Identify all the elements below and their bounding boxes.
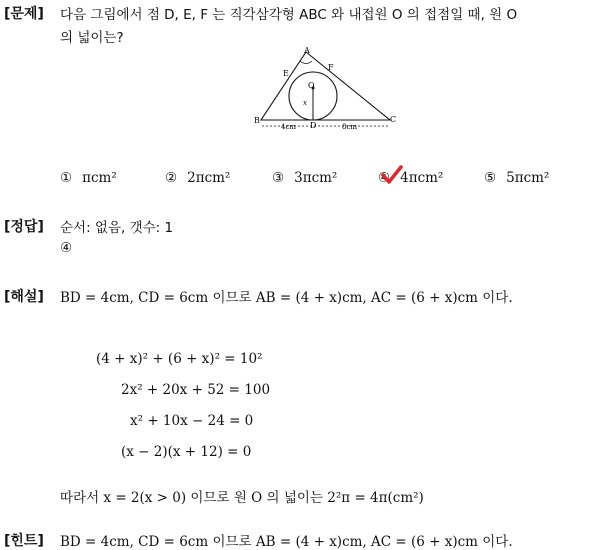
answer-tag: [정답] [4,219,44,235]
label-d: D [310,121,317,130]
question-tag: [문제] [4,6,44,22]
hint-line: BD = 4cm, CD = 6cm 이므로 AB = (4 + x)cm, AC = (6 + x)cm 이다. [60,534,513,550]
answer-line-1: 순서: 없음, 갯수: 1 [60,220,174,236]
angle-a-mark [300,61,312,64]
triangle-abc [261,52,390,120]
option-5-number: ⑤ [484,170,497,186]
option-3[interactable] [272,170,337,186]
checkmark-icon [381,165,403,185]
question-line-1: 다음 그림에서 점 D, E, F 는 직각삼각형 ABC 와 내접원 O 의 접점일 때, 원 O [60,7,518,23]
option-3-number: ③ [272,170,285,186]
label-b: B [254,116,260,125]
equation-2: 2x² + 20x + 52 = 100 [121,382,271,398]
triangle-figure [250,46,410,132]
option-5[interactable] [484,170,549,186]
option-1[interactable] [60,170,117,186]
option-2[interactable] [165,170,230,186]
answer-line-2: ④ [60,240,73,256]
equation-4: (x − 2)(x + 12) = 0 [121,444,252,460]
question-line-2: 의 넓이는? [60,30,124,46]
option-2-text: 2πcm² [187,170,231,186]
label-o: O [308,81,315,90]
equation-3: x² + 10x − 24 = 0 [130,413,254,429]
hint-tag: [힌트] [4,533,44,549]
label-e: E [283,69,289,78]
label-cd-length: 8cm [342,123,358,131]
explanation-tag: [해설] [4,289,44,305]
label-c: C [390,115,397,124]
label-x: x [303,99,307,107]
explanation-line: BD = 4cm, CD = 6cm 이므로 AB = (4 + x)cm, AC = (6 + x)cm 이다. [60,290,513,306]
option-3-text: 3πcm² [294,170,338,186]
equation-1: (4 + x)² + (6 + x)² = 10² [96,351,263,367]
option-4-number: ④ [378,170,391,186]
option-2-number: ② [165,170,178,186]
label-bd-length: 4cm [281,123,297,131]
label-a: A [304,46,310,55]
explanation-conclusion: 따라서 x = 2(x > 0) 이므로 원 O 의 넓이는 2²π = 4π(cm²) [60,490,424,506]
option-1-text: πcm² [82,170,117,186]
option-1-number: ① [60,170,73,186]
label-f: F [328,63,334,72]
option-4-text: 4πcm² [400,170,444,186]
option-5-text: 5πcm² [506,170,550,186]
